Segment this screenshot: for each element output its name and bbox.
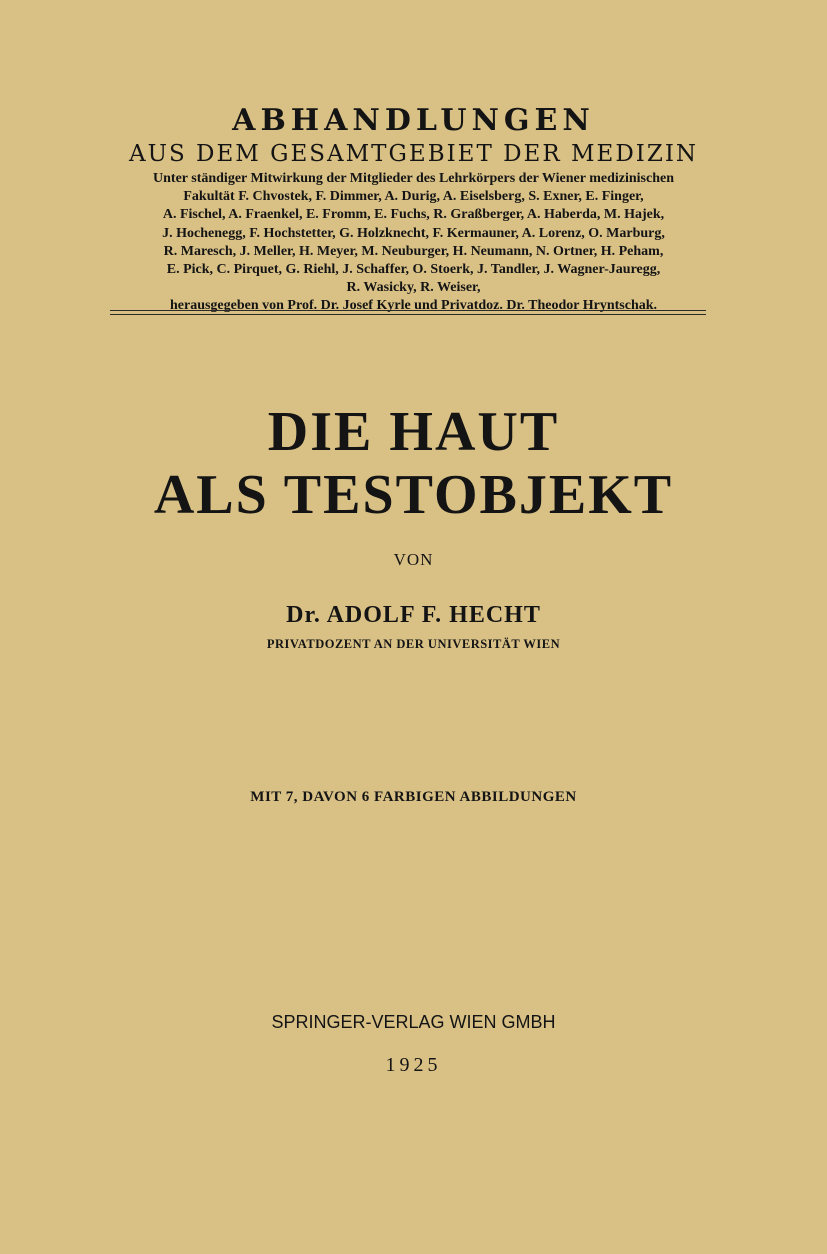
contributors-line: J. Hochenegg, F. Hochstetter, G. Holzknecht, F. Kermauner, A. Lorenz, O. Marburg, [162, 225, 665, 241]
contributors-line: Unter ständiger Mitwirkung der Mitglieder des Lehrkörpers der Wiener medizinischen [153, 171, 674, 186]
divider-rule [110, 310, 706, 311]
contributors-line: A. Fischel, A. Fraenkel, E. Fromm, E. Fuchs, R. Graßberger, A. Haberda, M. Hajek, [162, 207, 665, 223]
by-label: VON [393, 550, 434, 569]
book-title-line-1: DIE HAUT [267, 401, 560, 463]
editors-line: herausgegeben von Prof. Dr. Josef Kyrle und Privatdoz. Dr. Theodor Hryntschak. [169, 298, 658, 314]
series-title: ABHANDLUNGEN [232, 103, 595, 138]
illustrations-note: MIT 7, DAVON 6 FARBIGEN ABBILDUNGEN [250, 789, 577, 805]
book-title-line-2: ALS TESTOBJEKT [153, 464, 674, 526]
publisher-name: SPRINGER-VERLAG WIEN GMBH [271, 1012, 556, 1032]
contributors-line: E. Pick, C. Pirquet, G. Riehl, J. Schaffer, O. Stoerk, J. Tandler, J. Wagner-Jauregg, [166, 262, 661, 278]
author-affiliation: PRIVATDOZENT AN DER UNIVERSITÄT WIEN [266, 637, 561, 651]
publication-year: 1925 [385, 1054, 442, 1076]
contributors-block [90, 170, 737, 316]
contributors-line: R. Wasicky, R. Weiser, [346, 280, 481, 296]
series-subtitle: AUS DEM GESAMTGEBIET DER MEDIZIN [128, 141, 699, 167]
contributors-line: R. Maresch, J. Meller, H. Meyer, M. Neuburger, H. Neumann, N. Ortner, H. Peham, [163, 243, 664, 259]
divider-rule [110, 314, 706, 315]
contributors-line: Fakultät F. Chvostek, F. Dimmer, A. Durig, A. Eiselsberg, S. Exner, E. Finger, [183, 189, 644, 205]
author-name: Dr. ADOLF F. HECHT [286, 602, 541, 628]
